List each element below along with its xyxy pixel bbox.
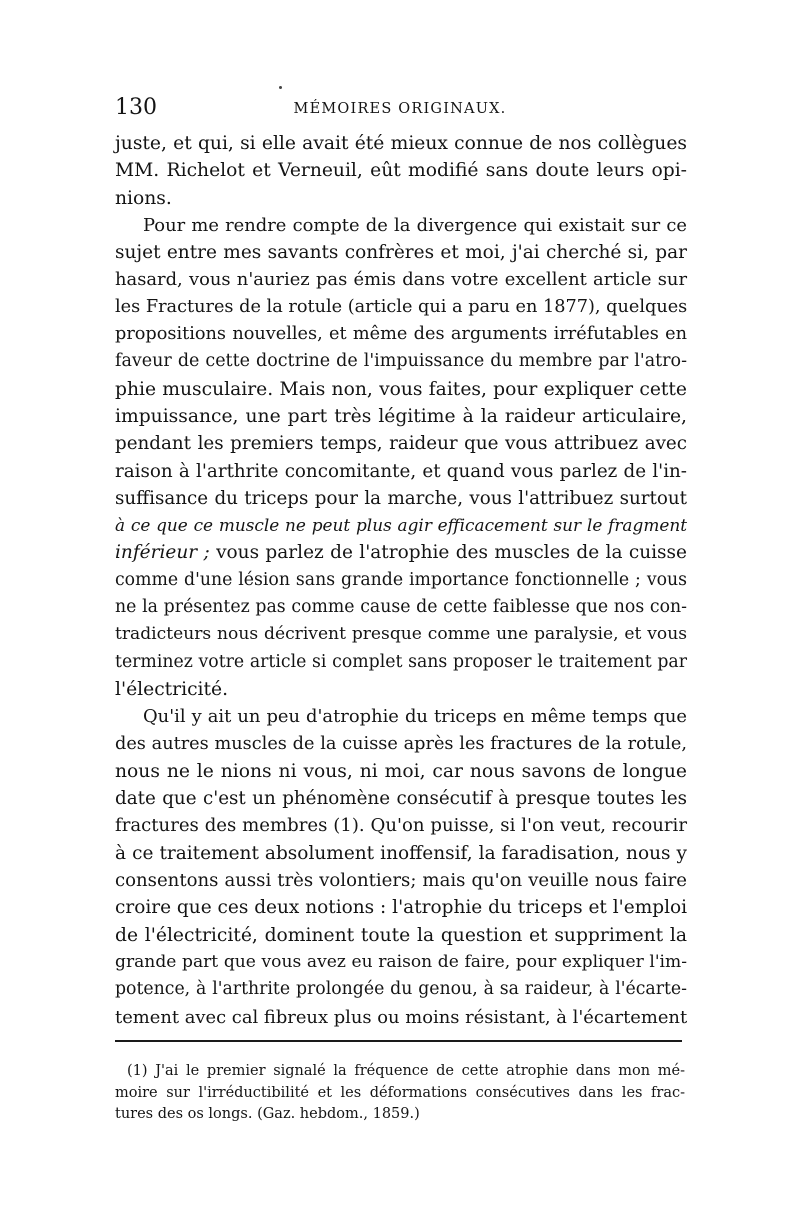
footnote-line: moire sur l'irréductibilité et les déformations consécutives dans les frac-: [115, 1084, 685, 1101]
text-line: à ce traitement absolument inoffensif, la faradisation, nous y: [115, 842, 687, 864]
italic-text-line: à ce que ce muscle ne peut plus agir efficacement sur le fragment: [115, 515, 687, 536]
text-line: de l'électricité, dominent toute la question et suppriment la: [115, 924, 687, 946]
text-line: faveur de cette doctrine de l'impuissance du membre par l'atro-: [115, 351, 687, 372]
text-line: nions.: [115, 187, 172, 209]
text-line: grande part que vous avez eu raison de faire, pour expliquer l'im-: [115, 951, 687, 972]
paragraph-start-line: Pour me rendre compte de la divergence qui existait sur ce: [143, 214, 687, 236]
text-line: tement avec cal fibreux plus ou moins résistant, à l'écartement: [115, 1006, 688, 1028]
text-line: juste, et qui, si elle avait été mieux connue de nos collègues: [115, 133, 687, 154]
paragraph-start-line: Qu'il y ait un peu d'atrophie du triceps en même temps que: [143, 706, 687, 728]
text-line: phie musculaire. Mais non, vous faites, pour expliquer cette: [115, 378, 687, 400]
text-line: fractures des membres (1). Qu'on puisse, si l'on veut, recourir: [115, 815, 687, 837]
text-line: hasard, vous n'auriez pas émis dans votre excellent article sur: [115, 269, 687, 291]
text-line: propositions nouvelles, et même des arguments irréfutables en: [115, 324, 687, 345]
footnote: [115, 1061, 685, 1126]
text-line: raison à l'arthrite concomitante, et quand vous parlez de l'in-: [115, 460, 687, 482]
body-text: [115, 130, 687, 1031]
text-line: l'électricité.: [115, 678, 229, 700]
text-line: date que c'est un phénomène consécutif à presque toutes les: [115, 788, 687, 810]
text-line: nous ne le nions ni vous, ni moi, car nous savons de longue: [115, 760, 687, 782]
text-line: consentons aussi très volontiers; mais qu'on veuille nous faire: [115, 870, 687, 892]
text-line: croire que ces deux notions : l'atrophie du triceps et l'emploi: [115, 897, 688, 919]
text-line: sujet entre mes savants confrères et moi, j'ai cherché si, par: [115, 242, 687, 264]
page-number: 130: [115, 95, 157, 120]
running-head: [115, 94, 685, 122]
text-line: impuissance, une part très légitime à la raideur articulaire,: [115, 405, 687, 427]
text-line: ne la présentez pas comme cause de cette faiblesse que nos con-: [115, 597, 687, 618]
text-line: comme d'une lésion sans grande importance fonctionnelle ; vous: [115, 569, 687, 590]
text-line: potence, à l'arthrite prolongée du genou, à sa raideur, à l'écarte-: [115, 979, 687, 1000]
footnote-divider: [115, 1040, 682, 1042]
text-line: pendant les premiers temps, raideur que vous attribuez avec: [115, 433, 687, 455]
running-title: MÉMOIRES ORIGINAUX.: [293, 101, 507, 117]
text-line: des autres muscles de la cuisse après les fractures de la rotule,: [115, 733, 687, 754]
italic-fragment: inférieur ;: [115, 542, 210, 564]
text-line: les Fractures de la rotule (article qui a paru en 1877), quelques: [115, 296, 688, 317]
text-line: [115, 539, 687, 566]
text-line: terminez votre article si complet sans proposer le traitement par: [115, 651, 687, 672]
ink-speck: [279, 86, 282, 89]
footnote-line: tures des os longs. (Gaz. hebdom., 1859.): [115, 1106, 420, 1122]
text-line: suffisance du triceps pour la marche, vous l'attribuez surtout: [115, 487, 687, 509]
text-line: tradicteurs nous décrivent presque comme une paralysie, et vous: [115, 624, 687, 645]
footnote-line: (1) J'ai le premier signalé la fréquence de cette atrophie dans mon mé-: [127, 1063, 685, 1079]
text-line: MM. Richelot et Verneuil, eût modifié sans doute leurs opi-: [115, 160, 687, 182]
text-fragment: vous parlez de l'atrophie des muscles de la cuisse: [209, 542, 687, 564]
